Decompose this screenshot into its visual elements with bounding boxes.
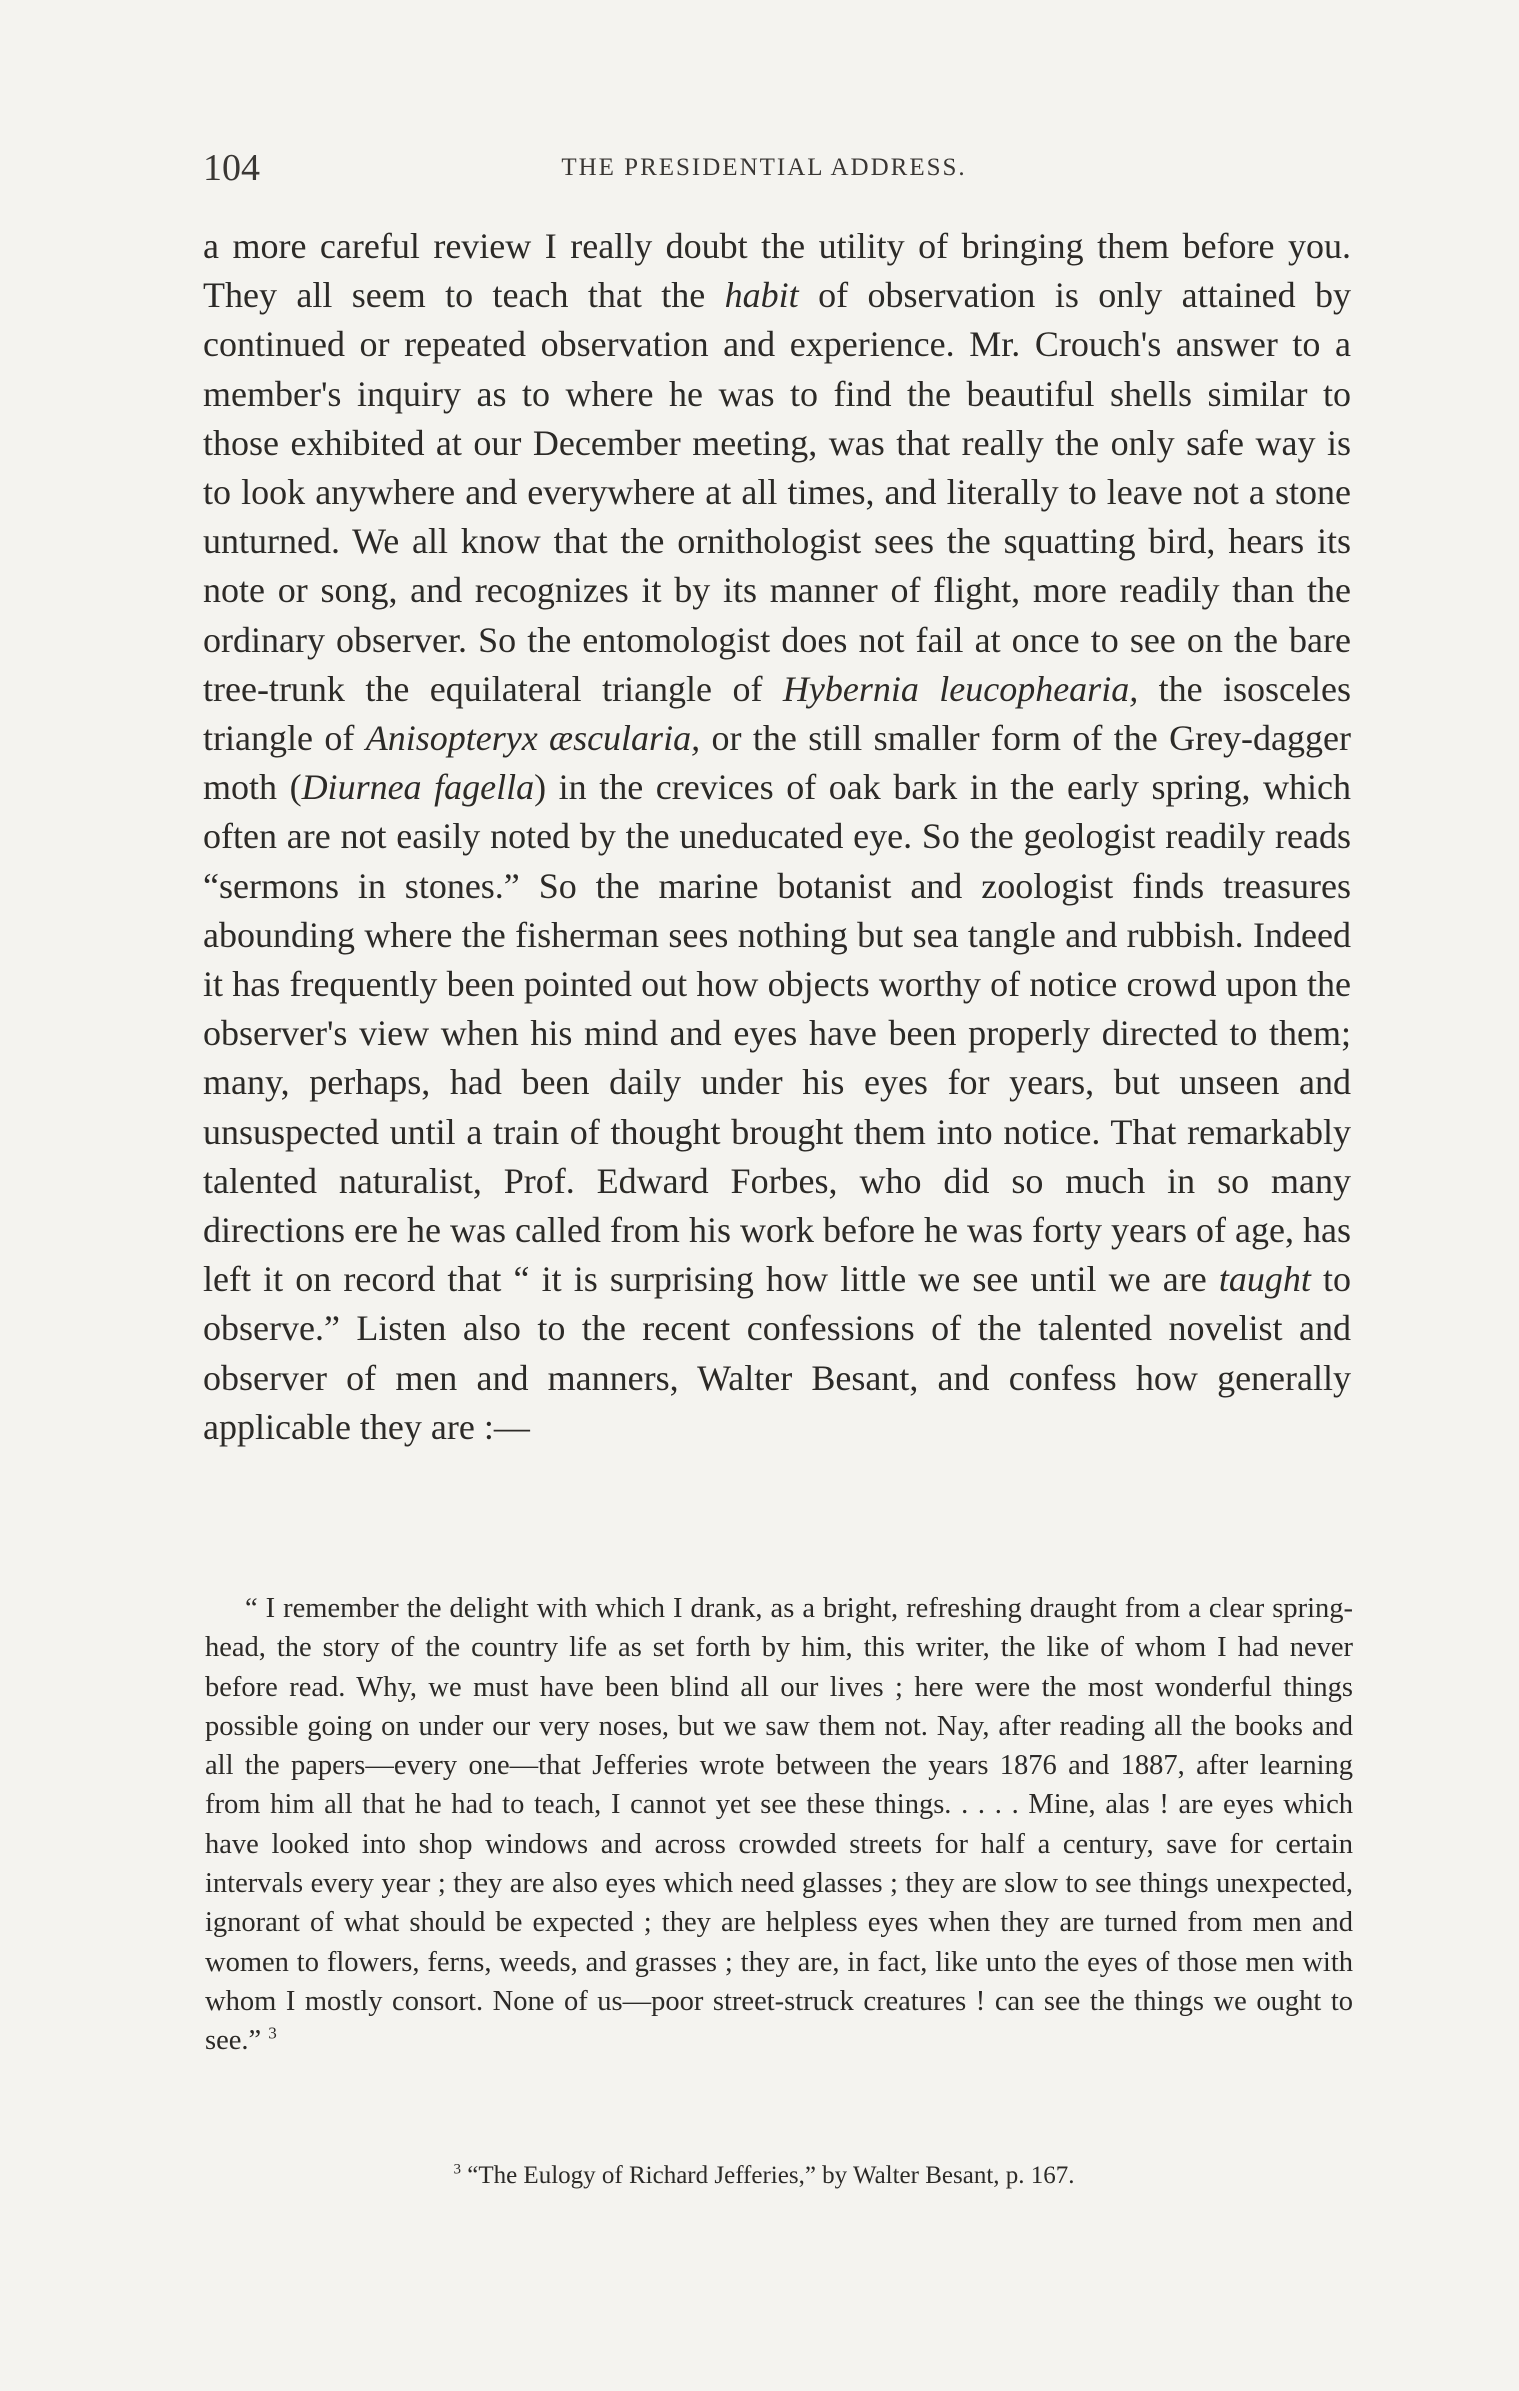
italic-term: taught [1218,1259,1311,1300]
page-number: 104 [203,147,260,189]
italic-species-name: Anisopteryx æscularia, [365,718,701,759]
body-segment: to observe.” Listen also to the recent confessions of the talented novelist and observer of men and manners, Walter Besant, and confess how generally applicable they are :— [203,1259,1351,1447]
body-segment: ) in the crevices of oak bark in the early spring, which often are not easily noted by the uneducated eye. So the geologist readily reads “sermons in stones.” So the marine botanist and zoologist finds treasures abounding where the fisherman sees nothing but sea tangle and rubbish. Indeed it has frequently been pointed out how objects worthy of notice crowd upon the observer's view when his mind and eyes have been properly directed to them; many, perhaps, had been daily under his eyes for years, but unseen and unsuspected until a train of thought brought them into notice. That remarkably talented naturalist, Prof. Edward Forbes, who did so much in so many directions ere he was called from his work before he was forty years of age, has left it on record that “ it is surprising how little we see until we are [203,767,1351,1300]
running-title: THE PRESIDENTIAL ADDRESS. [561,154,967,181]
italic-species-name: Hybernia leucophearia, [782,668,1139,709]
body-segment: or the still smaller form of the Grey-dagger moth ( [203,718,1351,808]
body-segment: of observation is only attained by continued or repeated observation and experience. Mr. Crouch's answer to a member's inquiry as to where he was to find the beautiful shells similar to those exhibited at our December meeting, was that really the only safe way is to look anywhere and everywhere at all times, and literally to leave not a stone unturned. We all know that the ornithologist sees the squatting bird, hears its note or song, and recognizes it by its manner of flight, more readily than the ordinary observer. So the entomologist does not fail at once to see on the bare tree-trunk the equilateral triangle of [203,275,1351,709]
body-paragraph [203,222,1351,1452]
footnote-reference: 3 [268,2023,277,2043]
footnote-text: “The Eulogy of Richard Jefferies,” by Walter Besant, p. 167. [460,2162,1075,2189]
quote-text: “ I remember the delight with which I drank, as a bright, refreshing draught from a clear spring-head, the story of the country life as set forth by him, this writer, the like of whom I had never before read. Why, we must have been blind all our lives ; here were the most wonderful things possible going on under our very noses, but we saw them not. Nay, after reading all the books and all the papers—every one—that Jefferies wrote between the years 1876 and 1887, after learning from him all that he had to teach, I cannot yet see these things. . . . . Mine, alas ! are eyes which have looked into shop windows and across crowded streets for half a century, save for certain intervals every year ; they are also eyes which need glasses ; they are slow to see things unexpected, ignorant of what should be expected ; they are helpless eyes when they are turned from men and women to flowers, ferns, weeds, and grasses ; they are, in fact, like unto the eyes of those men with whom I mostly consort. None of us—poor street-struck creatures ! can see the things we ought to see.” [205,1593,1353,2057]
body-segment: a more careful review I really doubt the utility of bringing them before you. They all seem to teach that the [203,226,1351,316]
footnote-marker: 3 [453,2161,461,2178]
body-segment: the isosceles triangle of [203,668,1351,759]
italic-species-name: Diurnea fagella [301,767,535,808]
page-header [189,146,1339,190]
footnote [189,2158,1339,2194]
body-text [203,222,1351,1452]
quote-paragraph [205,1589,1353,2061]
italic-term: habit [724,275,799,316]
block-quote [205,1589,1353,2061]
